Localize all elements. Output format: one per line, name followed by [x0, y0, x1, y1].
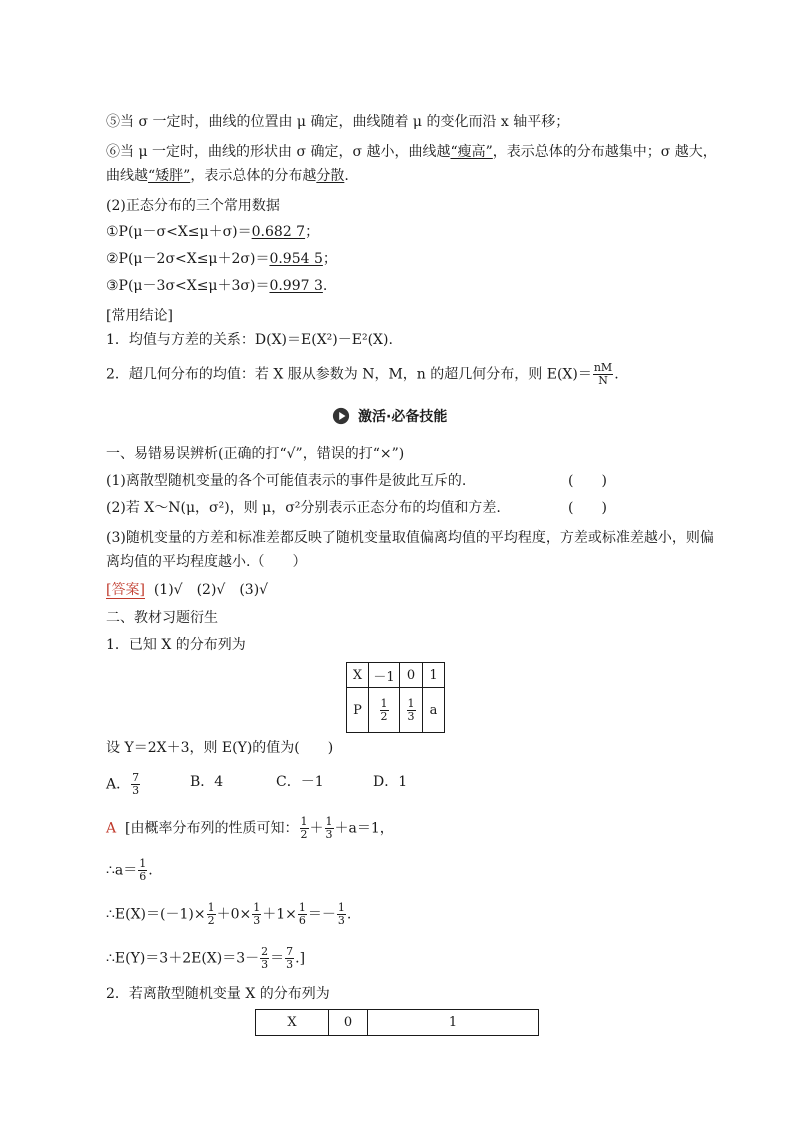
item-2: (2)若 X～N(μ，σ²)，则 μ，σ²分别表示正态分布的均值和方差.	[106, 500, 501, 516]
table-row-label: P	[347, 688, 369, 733]
fraction: $\frac{nM}{N}$	[593, 361, 613, 387]
normal-row-3: ③P(μ－3σ<X≤μ＋3σ)＝0.997 3.	[106, 278, 328, 294]
solution-1: A [由概率分布列的性质可知： $\frac{1}{2}$ ＋ $\frac{1}{3}$ ＋a＝1，	[106, 815, 394, 841]
solution-4: ∴E(Y)＝3＋2E(X)＝3－ $\frac{2}{3}$ ＝ $\frac{7}{3}$ .]	[106, 945, 306, 971]
part2-heading: 二、教材习题衍生	[106, 610, 218, 626]
solution-3: ∴E(X)＝(－1)× $\frac{1}{2}$ ＋0× $\frac{1}{3}$ ＋1× $\frac{1}{6}$ ＝－ $\frac{1}{3}$ .	[106, 901, 352, 927]
question-1: 1．已知 X 的分布列为	[106, 637, 246, 653]
conclusion-1: 1．均值与方差的关系：D(X)＝E(X²)－E²(X).	[106, 332, 393, 348]
table-header-cell: X	[256, 1010, 329, 1036]
normal-row-1: ①P(μ－σ<X≤μ＋σ)＝0.682 7；	[106, 224, 320, 240]
line-5: ⑤当 σ 一定时，曲线的位置由 μ 确定，曲线随着 μ 的变化而沿 x 轴平移；	[106, 114, 570, 130]
line-6: ⑥当 μ 一定时，曲线的形状由 σ 确定，σ 越小，曲线越“瘦高”，表示总体的分布越集中；σ 越大，	[106, 144, 717, 160]
item-3b: 离均值的平均程度越小.（ ）	[106, 554, 307, 570]
normal-row-2: ②P(μ－2σ<X≤μ＋2σ)＝0.954 5；	[106, 251, 337, 267]
question-2: 2．若离散型随机变量 X 的分布列为	[106, 986, 330, 1002]
section-header	[332, 406, 447, 426]
distribution-table-2	[255, 1009, 539, 1036]
table-header-cell: 0	[400, 663, 423, 688]
table-header-cell: 1	[368, 1010, 539, 1036]
option-c: C．－1	[276, 774, 324, 790]
table-header-cell: X	[347, 663, 369, 688]
option-a: A． $\frac{7}{3}$	[106, 771, 140, 797]
part1-heading: 一、易错易误辨析(正确的打“√”，错误的打“×”)	[106, 446, 405, 462]
normal-title: (2)正态分布的三个常用数据	[106, 198, 280, 214]
question-1-ask: 设 Y＝2X＋3，则 E(Y)的值为( )	[106, 740, 334, 756]
conclusion-2: 2．超几何分布的均值：若 X 服从参数为 N，M，n 的超几何分布，则 E(X)＝ $\frac{nM}{N}$ .	[106, 361, 619, 387]
item-1: (1)离散型随机变量的各个可能值表示的事件是彼此互斥的.	[106, 473, 467, 489]
section-title: 激活·必备技能	[358, 409, 448, 425]
table-header-cell: 1	[423, 663, 445, 688]
table-cell: a	[423, 688, 445, 733]
conclusion-tag: [常用结论]	[106, 308, 173, 324]
table-header-cell: －1	[369, 663, 400, 688]
distribution-table	[346, 662, 445, 733]
item-3: (3)随机变量的方差和标准差都反映了随机变量取值偏离均值的平均程度，方差或标准差越小，则偏	[106, 530, 714, 546]
table-cell: $\frac{1}{3}$	[400, 688, 423, 733]
option-b: B．4	[190, 774, 224, 790]
table-header-cell: 0	[329, 1010, 368, 1036]
item-1-paren: ( )	[568, 473, 607, 489]
table-cell: $\frac{1}{2}$	[369, 688, 400, 733]
answer-line: [答案] (1)√ (2)√ (3)√	[106, 582, 269, 598]
item-2-paren: ( )	[568, 500, 607, 516]
solution-2: ∴a＝ $\frac{1}{6}$ .	[106, 857, 153, 883]
line-6b: 曲线越“矮胖”，表示总体的分布越分散.	[106, 168, 349, 184]
option-d: D．1	[373, 774, 408, 790]
play-circle-icon	[332, 407, 350, 425]
